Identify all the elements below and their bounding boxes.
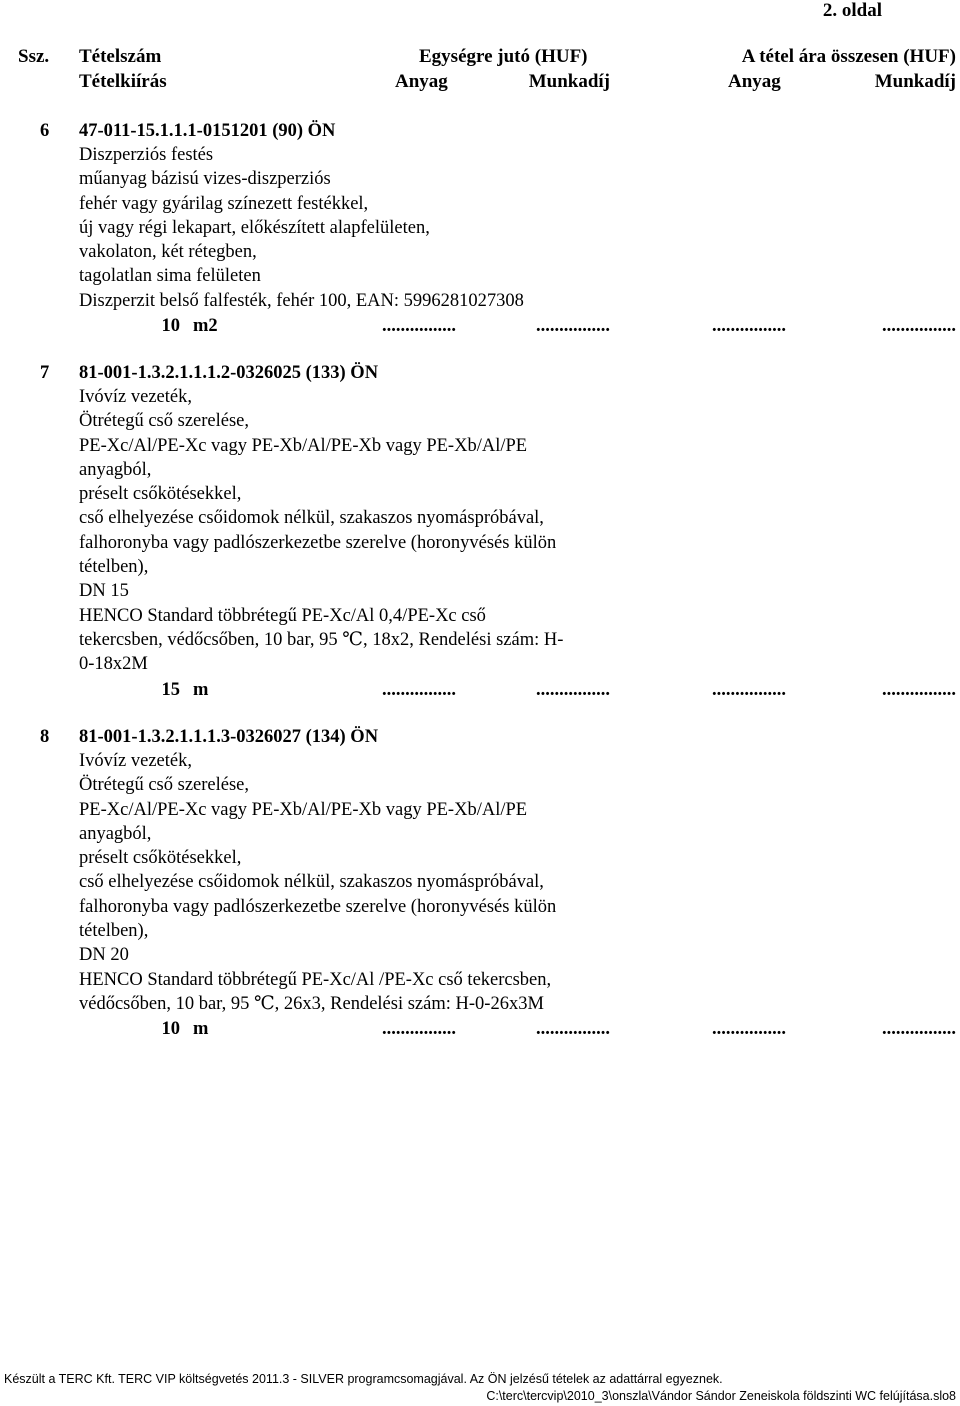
footer-file-path: C:\terc\tercvip\2010_3\onszla\Vándor Sándor Zeneiskola földszinti WC felújítása.slo8 — [486, 1389, 956, 1403]
description-line: Diszperziós festés — [79, 145, 214, 165]
price-blank-munkadij-total: ................ — [882, 680, 956, 700]
description-line: PE-Xc/Al/PE-Xc vagy PE-Xb/Al/PE-Xb vagy PE-Xb/Al/PE — [79, 435, 528, 456]
description-line: HENCO Standard többrétegű PE-Xc/Al 0,4/PE-Xc cső — [79, 605, 486, 626]
description-line: tételben), — [79, 557, 149, 578]
header-egysegre: Egységre jutó (HUF) — [419, 46, 588, 67]
description-line: DN 15 — [79, 581, 129, 602]
header-tetelszam: Tételszám — [79, 46, 162, 67]
description-line: HENCO Standard többrétegű PE-Xc/Al /PE-Xc cső tekercsben, — [79, 969, 552, 990]
description-line: falhoronyba vagy padlószerkezetbe szerelve (horonyvésés külön — [79, 532, 557, 553]
description-line: DN 20 — [79, 945, 129, 966]
item-code: 47-011-15.1.1.1-0151201 (90) ÖN — [79, 121, 336, 141]
price-blank-anyag-total: ................ — [712, 1019, 786, 1039]
price-blank-munkadij-unit: ................ — [536, 1019, 610, 1039]
description-line: anyagból, — [79, 823, 152, 844]
price-blank-anyag-total: ................ — [712, 680, 786, 700]
header-anyag-unit: Anyag — [395, 71, 448, 92]
description-line: Ötrétegű cső szerelése, — [79, 411, 250, 432]
description-line: Ivóvíz vezeték, — [79, 751, 192, 771]
price-blank-munkadij-unit: ................ — [536, 680, 610, 700]
item-description — [79, 385, 563, 677]
item-quantity: 10 — [161, 316, 180, 336]
description-line: préselt csőkötésekkel, — [79, 848, 242, 869]
description-line: tagolatlan sima felületen — [79, 266, 261, 287]
item-quantity: 15 — [161, 680, 180, 700]
footer-credit: Készült a TERC Kft. TERC VIP költségvetés 2011.3 - SILVER programcsomagjával. Az ÖN jelzésű tételek az adattárral egyeznek. — [4, 1372, 723, 1386]
price-blank-anyag-unit: ................ — [382, 316, 456, 336]
description-line: Ivóvíz vezeték, — [79, 387, 192, 407]
header-munkadij-unit: Munkadíj — [528, 71, 610, 92]
description-line: új vagy régi lekapart, előkészített alapfelületen, — [79, 217, 430, 238]
header-ssz: Ssz. — [18, 46, 50, 67]
description-line: cső elhelyezése csőidomok nélkül, szakaszos nyomáspróbával, — [79, 872, 544, 893]
item-code: 81-001-1.3.2.1.1.1.2-0326025 (133) ÖN — [79, 363, 379, 383]
item-number: 8 — [40, 727, 50, 747]
header-tetelkiiras: Tételkiírás — [79, 71, 167, 92]
item-unit: m — [193, 680, 209, 700]
description-line: fehér vagy gyárilag színezett festékkel, — [79, 193, 369, 214]
description-line: Diszperzit belső falfesték, fehér 100, EAN: 5996281027308 — [79, 290, 524, 311]
price-blank-anyag-unit: ................ — [382, 680, 456, 700]
price-blank-munkadij-total: ................ — [882, 316, 956, 336]
price-blank-anyag-total: ................ — [712, 316, 786, 336]
header-anyag-total: Anyag — [728, 71, 781, 92]
description-line: védőcsőben, 10 bar, 95 ℃, 26x3, Rendelési szám: H-0-26x3M — [79, 993, 544, 1014]
description-line: cső elhelyezése csőidomok nélkül, szakaszos nyomáspróbával, — [79, 508, 544, 529]
item-number: 7 — [40, 363, 50, 383]
item-code: 81-001-1.3.2.1.1.1.3-0326027 (134) ÖN — [79, 727, 379, 747]
price-blank-munkadij-unit: ................ — [536, 316, 610, 336]
description-line: PE-Xc/Al/PE-Xc vagy PE-Xb/Al/PE-Xb vagy PE-Xb/Al/PE — [79, 799, 528, 820]
header-munkadij-total: Munkadíj — [874, 71, 956, 92]
page-number: 2. oldal — [822, 0, 882, 21]
item-unit: m — [193, 1019, 209, 1039]
description-line: falhoronyba vagy padlószerkezetbe szerelve (horonyvésés külön — [79, 896, 557, 917]
item-description — [79, 143, 524, 313]
description-line: anyagból, — [79, 459, 152, 480]
item-quantity: 10 — [161, 1019, 180, 1039]
header-osszesen: A tétel ára összesen (HUF) — [741, 46, 956, 67]
description-line: műanyag bázisú vizes-diszperziós — [79, 169, 331, 190]
description-line: préselt csőkötésekkel, — [79, 484, 242, 505]
description-line: vakolaton, két rétegben, — [79, 242, 257, 263]
item-number: 6 — [40, 121, 50, 141]
description-line: 0-18x2M — [79, 654, 148, 675]
price-blank-munkadij-total: ................ — [882, 1019, 956, 1039]
description-line: Ötrétegű cső szerelése, — [79, 775, 250, 796]
description-line: tételben), — [79, 921, 149, 942]
item-unit: m2 — [193, 316, 218, 336]
price-blank-anyag-unit: ................ — [382, 1019, 456, 1039]
item-description — [79, 749, 556, 1016]
description-line: tekercsben, védőcsőben, 10 bar, 95 ℃, 18x2, Rendelési szám: H- — [79, 629, 564, 650]
